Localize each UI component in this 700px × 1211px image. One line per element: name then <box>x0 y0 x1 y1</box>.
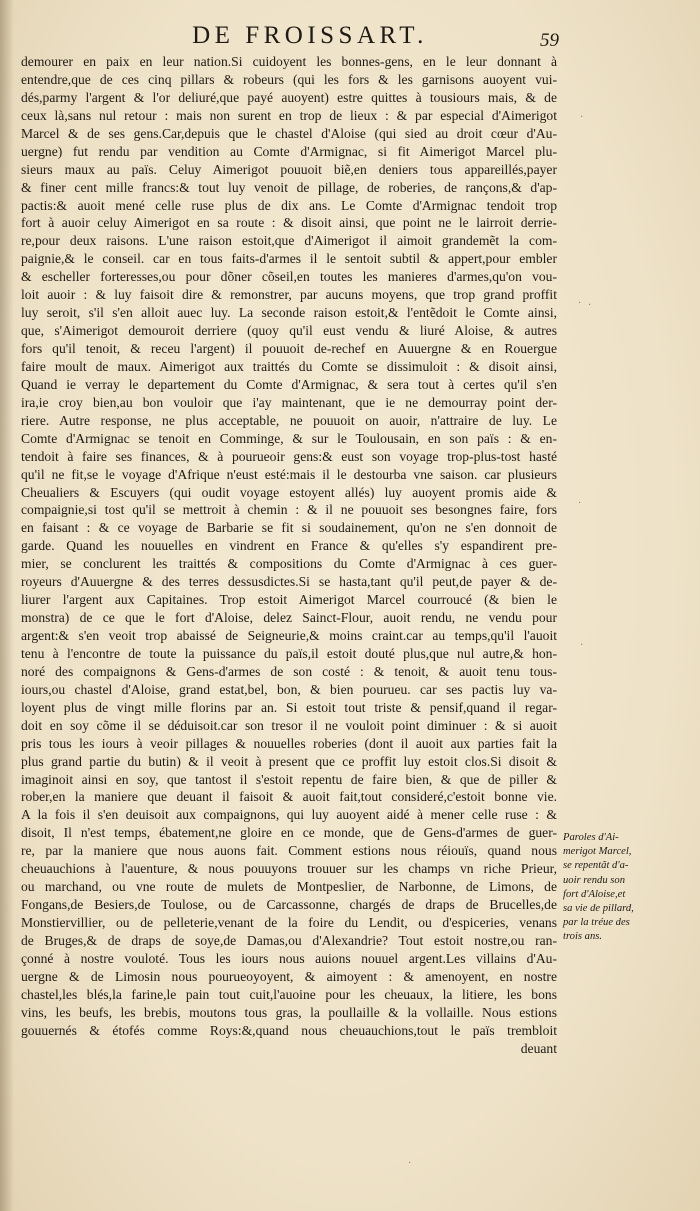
marginal-note <box>563 831 693 945</box>
text-line: faire moult de maux. Aimerigot aux traittés du Comte se dissimuloit : & disoit ainsi, <box>21 358 557 374</box>
margin-mark: · <box>580 640 584 651</box>
text-line: gouuernés & étofés comme Roys:&,quand nous cheuauchions,tout le païs trembloit <box>21 1022 557 1038</box>
margin-mark: · <box>408 1158 412 1169</box>
text-line: uergne & de Limosin nous pourueoyoyent, & aimoyent : & amenoyent, en nostre <box>21 968 557 984</box>
text-line: ira,ie croy bien,au bon vouloir que i'ay maintenant, que ie ne demourray point der- <box>21 394 557 410</box>
text-line: monstra) de ce que le fort d'Aloise, delez Sainct-Flour, auoit rendu, ne vendu pour <box>21 610 557 626</box>
marginal-note-line: uoir rendu son <box>563 874 625 886</box>
text-line: disoit, Il n'est temps, ébatement,ne gloire en ce monde, que de Gens-d'armes de guer- <box>21 825 557 841</box>
text-line: compaignie,si tost qu'il se mettroit à chemin : & il ne pouuoit ses besongnes faire, fors <box>21 502 557 518</box>
text-line: mier, se conclurent les traittés & compositions du Comte d'Armignac à ces guer- <box>21 556 557 572</box>
text-line: re,pour deux raisons. L'une raison estoit,que d'Aimerigot il aimoit grandemẽt la com- <box>21 233 557 249</box>
marginal-note-line: Paroles d'Ai- <box>563 832 619 843</box>
text-line: vins, les beufs, les brebis, moutons tous gras, la poullaille & la vollaille. Nous estions <box>21 1004 557 1020</box>
text-line: uergne) fut rendu par vendition au Comte d'Armignac, si fit Aimerigot Marcel plu- <box>21 143 557 159</box>
text-line: loyent plus de vingt mille florins par an. Si estoit tout triste & pensif,quand il regar- <box>21 699 557 715</box>
margin-mark: · <box>578 298 582 309</box>
marginal-note-line: sa vie de pillard, <box>563 903 634 915</box>
text-line: cheuauchions à l'auenture, & nous pouuyons trouuer sur les champs vn riche Prieur, <box>21 861 557 877</box>
text-line: & finer cent mille francs:& tout luy venoit de pillage, de roberies, de rançons,& d'ap- <box>21 179 557 195</box>
text-line: royeurs d'Auuergne & des terres dessusdictes.Si se hasta,tant qu'il peut,de payer & de- <box>21 574 557 590</box>
text-line: Cheualiers & Escuyers (qui oudit voyage estoyent allés) luy auoyent promis aide & <box>21 484 557 500</box>
running-head: DE FROISSART. <box>192 22 428 49</box>
text-line: demourer en paix en leur nation.Si cuidoyent les bonnes-gens, en le leur donnant à <box>21 54 557 69</box>
text-line: argent:& s'en veoit trop abaissé de Seigneurie,& moins craint.car au temps,qu'il l'auoit <box>21 628 557 643</box>
text-line: tenu à l'encontre de toute la puissance du païs,il estoit douté plus,que nul autre,& hon- <box>21 645 557 661</box>
text-line: chastel,les blés,la farine,le pain tout cuit,l'auoine pour les cheuaux, la litiere, les bons <box>21 986 557 1002</box>
text-line: plus grand partie du butin) & il veoit à present que ce proffit luy estoit clos.Si disoit & <box>21 753 557 769</box>
text-line: ceux là,sans nul retour : mais non surent en trop de lieux : & par especial d'Aimerigot <box>21 107 557 123</box>
text-line: fors qu'il tenoit, & receu l'argent) il pouuoit de-rechef en Auuergne & en Rouergue <box>21 341 557 356</box>
text-line: fort à auoir celuy Aimerigot en sa route : & disoit ainsi, que point ne le lairroit derrie- <box>21 215 557 231</box>
text-line: dés,parmy l'argent & l'or deliuré,que payé auoyent) estre quittes à tousiours mais, & de <box>21 89 557 105</box>
text-line: Quand ie verray le departement du Comte d'Armignac, & sera tout à certes qu'il s'en <box>21 376 557 392</box>
marginal-note-line: par la tréue des <box>563 917 630 929</box>
marginal-note-line: trois ans. <box>563 931 603 943</box>
page-number: 59 <box>540 30 559 51</box>
text-line: A la fois il s'en deuisoit aux compaignons, qui luy auoyent aidé à mener celle ruse : & <box>21 807 557 823</box>
text-line: iours,ou chastel d'Aloise, grand estat,bel, bon, & bien pourueu. car ses pactis luy va- <box>21 681 557 697</box>
text-line: deuant <box>520 1040 557 1056</box>
text-line: doit en soy cõme il se déduisoit.car son tresor il ne vouloit point diminuer : & si auoit <box>21 717 557 733</box>
text-line: pris tous les iours à veoir pillages & nouuelles roberies (dont il auoit aux parties fait la <box>21 735 557 751</box>
margin-mark: · <box>580 112 584 123</box>
text-line: Marcel & de ses gens.Car,depuis que le chastel d'Aloise (qui sied au droit cœur d'Au- <box>21 125 557 141</box>
margin-mark: · <box>588 300 592 311</box>
text-line: paignie,& le conseil. car en tous faits-d'armes il le sentoit subtil & appert,pour embler <box>21 251 557 267</box>
text-line: loit auoir : & luy faisoit dire & remonstrer, par aucuns moyens, que trop grand proffit <box>21 287 557 303</box>
text-line: imaginoit ainsi en soy, que tantost il s'estoit repentu de faire bien, & que de piller & <box>21 771 557 787</box>
text-line: riere. Autre response, ne plus acceptable, ne pouuoit on auoir, n'attraire de luy. Le <box>21 412 557 428</box>
text-line: Fongans,de Besiers,de Toulose, ou de Carcassonne, chargés de draps de Brucelles,de <box>21 897 557 913</box>
text-line: & escheller forteresses,ou pour dõner cõseil,en toutes les manieres d'armes,qu'on vou- <box>21 269 557 285</box>
body-text <box>21 53 557 1058</box>
text-line: entendre,que de ces cinq pillars & robeurs (qui les fors & les garnisons auoyent vui- <box>21 71 557 87</box>
text-line: çonné à nostre vouloté. Tous les iours nous auions nouuel argent.Les villains d'Au- <box>21 950 557 966</box>
margin-mark: · <box>578 498 582 509</box>
text-line: tendoit à faire ses finances, & à pourueoir gens:& eust son voyage trop-plus-tost hasté <box>21 448 557 464</box>
text-line: que, s'Aimerigot demouroit derriere (quoy qu'il eust vendu & liuré Aloise, & autres <box>21 323 557 339</box>
text-line: Comte d'Armignac se tenoit en Comminge, & sur le Toulousain, en son païs : & en- <box>21 430 557 446</box>
text-line: sieurs maux au païs. Celuy Aimerigot pouuoit biẽ,en deniers tous appareillés,payer <box>21 161 557 177</box>
text-line: Monstiervillier, ou de pelleterie,venant de la foire du Lendit, ou d'espiceries, venans <box>21 915 557 930</box>
marginal-note-line: se repentãt d'a- <box>563 860 629 872</box>
text-line: re, par la maniere que nous auons fait. Comment estions nous réiouïs, quand nous <box>21 843 557 859</box>
marginal-note-line: fort d'Aloise,et <box>563 888 626 900</box>
text-line: rober,en la maniere que deuant il faisoit & auoit fait,tout consideré,c'estoit bonne vie. <box>21 789 557 805</box>
text-line: noré des compaignons & Gens-d'armes de son costé : & tenoit, & auoit tenu tous- <box>21 663 557 679</box>
text-line: ou marchand, ou vne route de mulets de Montpeslier, de Narbonne, de Limons, de <box>21 879 557 895</box>
text-line: pactis:& auoit mené celle ruse plus de dix ans. Le Comte d'Armignac tendoit trop <box>21 197 557 213</box>
marginal-note-line: merigot Marcel, <box>563 846 632 858</box>
text-line: garde. Quand les nouuelles en vindrent en France & qu'elles s'y espandirent pre- <box>21 538 557 554</box>
text-line: en faisant : & ce voyage de Barbarie se fit si soudainement, qu'on ne s'en donnoit de <box>21 520 557 536</box>
text-line: luy seroit, s'il s'en alloit auec luy. La seconde raison estoit,& l'entẽdoit le Comte ainsi, <box>21 305 557 321</box>
binding-shadow <box>0 0 14 1211</box>
text-line: qu'il ne fit,se le voyage d'Afrique n'eust esté:mais il le destourba vne saison. car plusieurs <box>21 466 557 482</box>
text-line: liurer l'argent aux Capitaines. Trop estoit Aimerigot Marcel courroucé (& bien le <box>21 592 557 608</box>
text-line: de Bruges,& de draps de soye,de Damas,ou d'Alexandrie? Tout estoit nostre,ou ran- <box>21 932 557 948</box>
